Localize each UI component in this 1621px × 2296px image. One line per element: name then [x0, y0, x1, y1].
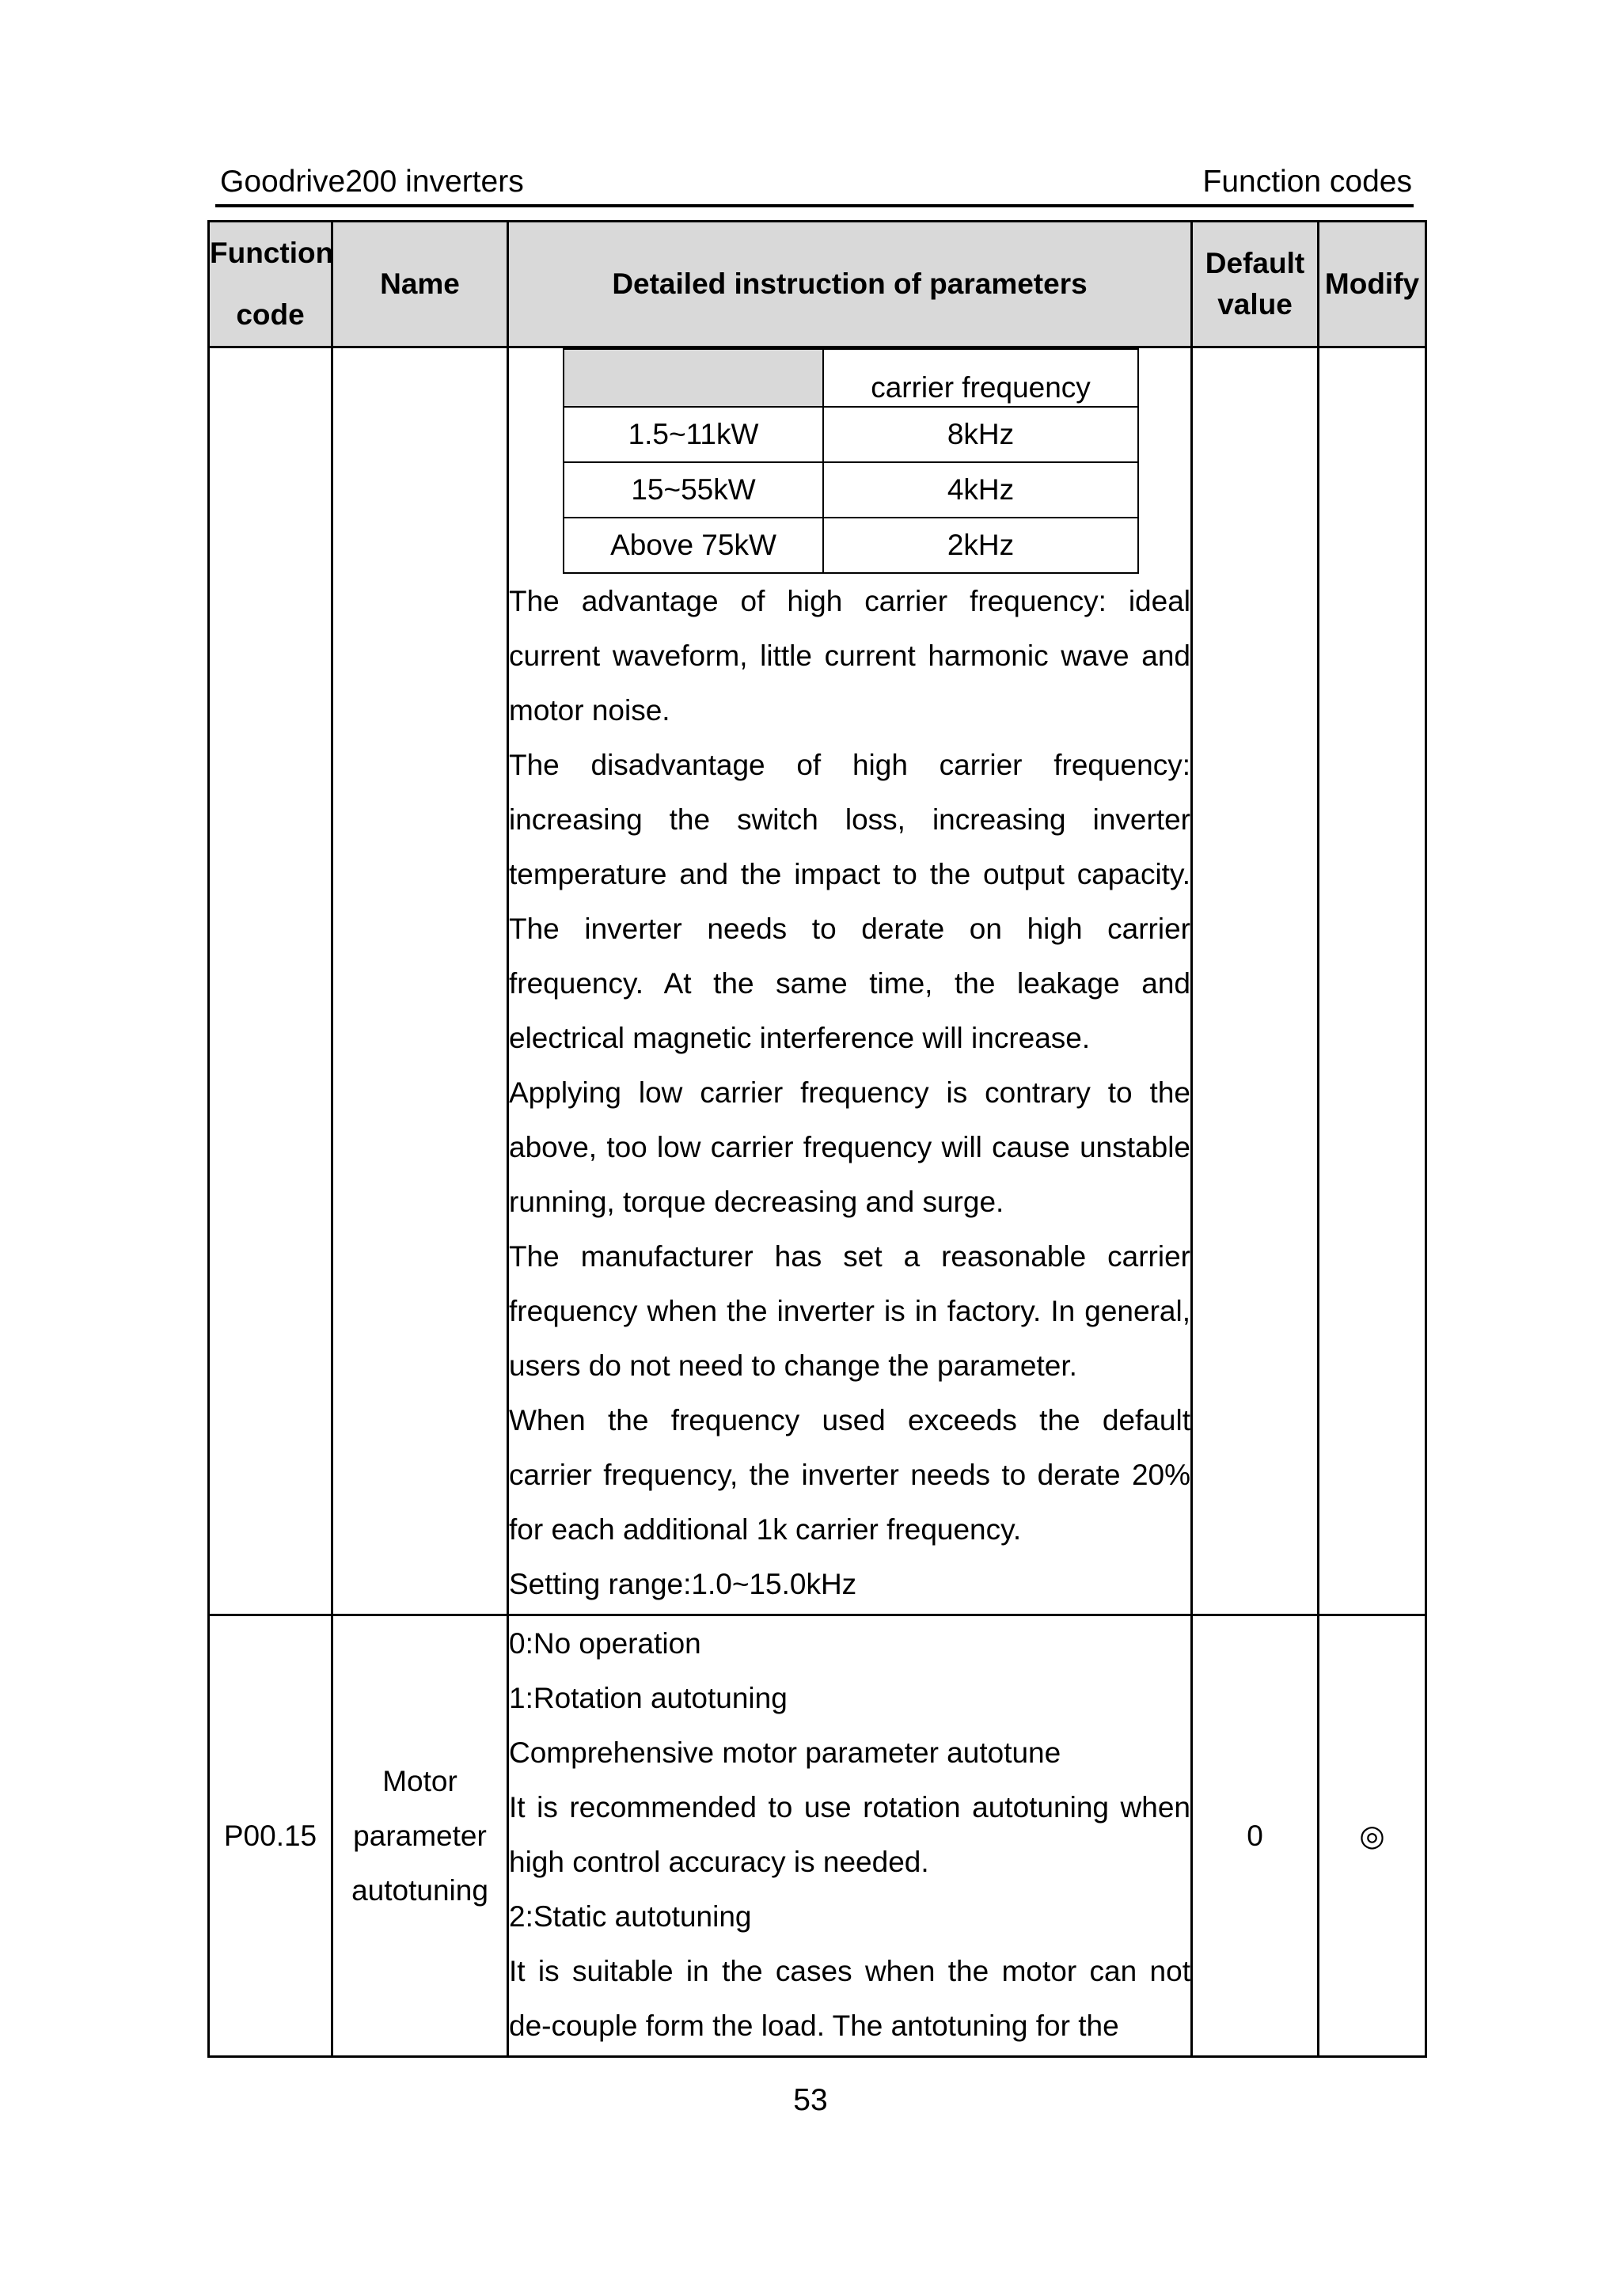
col-header-detail: Detailed instruction of parameters [508, 222, 1192, 347]
row1-modify-cell [1319, 347, 1426, 1615]
carrier-table-row [564, 407, 1138, 462]
description-paragraph: The manufacturer has set a reasonable carrier frequency when the inverter is in factory. In general, users do not need to change the parameter. [509, 1240, 1190, 1382]
table-row-p00-15 [209, 1615, 1426, 2057]
carrier-header-blank [564, 349, 823, 407]
description-paragraph: It is recommended to use rotation autotuning when high control accuracy is needed. [509, 1791, 1190, 1878]
default-value-cell: 0 [1192, 1615, 1319, 2057]
description-paragraph: When the frequency used exceeds the default carrier frequency, the inverter needs to derate 20% for each additional 1k carrier frequency. [509, 1404, 1190, 1546]
page-number: 53 [793, 2083, 828, 2117]
row1-code-cell [209, 347, 332, 1615]
carrier-table-row [564, 462, 1138, 518]
table-row-carrier [209, 347, 1426, 1615]
modify-symbol-cell: ◎ [1319, 1615, 1426, 2057]
carrier-header-label: carrier frequency [823, 349, 1138, 407]
row2-detail-cell [508, 1615, 1192, 2057]
page-header [215, 160, 1414, 203]
function-code-table [207, 220, 1427, 2058]
row1-detail-cell [508, 347, 1192, 1615]
carrier-frequency-cell: 2kHz [823, 518, 1138, 573]
header-section: Function codes [1202, 165, 1412, 199]
row1-name-cell [332, 347, 508, 1615]
description-paragraph: The disadvantage of high carrier frequency: increasing the switch loss, increasing inverter temperature and the impact to the output capacity. The inverter needs to derate on high carrier frequency. At the same time, the leakage and electrical magnetic interference will increase. [509, 749, 1190, 1054]
function-code-cell: P00.15 [209, 1615, 332, 2057]
row2-description [509, 1616, 1190, 2053]
col-header-default: Default value [1192, 222, 1319, 347]
carrier-table-header [564, 349, 1138, 407]
row1-description [509, 574, 1190, 1611]
description-paragraph: Setting range:1.0~15.0kHz [509, 1568, 857, 1600]
header-rule [215, 204, 1414, 207]
carrier-table-row [564, 518, 1138, 573]
description-paragraph: 0:No operation [509, 1627, 701, 1660]
row1-default-cell [1192, 347, 1319, 1615]
header-title: Goodrive200 inverters [220, 165, 524, 199]
table-header-row [209, 222, 1426, 347]
carrier-frequency-cell: 4kHz [823, 462, 1138, 518]
parameter-name-cell: Motor parameter autotuning [332, 1615, 508, 2057]
carrier-power-cell: 1.5~11kW [564, 407, 823, 462]
carrier-power-cell: 15~55kW [564, 462, 823, 518]
col-header-name: Name [332, 222, 508, 347]
description-paragraph: Applying low carrier frequency is contrary to the above, too low carrier frequency will cause unstable running, torque decreasing and surge. [509, 1076, 1190, 1218]
description-paragraph: It is suitable in the cases when the motor can not de-couple form the load. The antotuning for the [509, 1955, 1190, 2042]
carrier-frequency-table [563, 348, 1139, 574]
description-paragraph: 2:Static autotuning [509, 1900, 752, 1933]
carrier-power-cell: Above 75kW [564, 518, 823, 573]
description-paragraph: 1:Rotation autotuning [509, 1682, 788, 1714]
description-paragraph: The advantage of high carrier frequency: ideal current waveform, little current harmonic wave and motor noise. [509, 585, 1190, 727]
description-paragraph: Comprehensive motor parameter autotune [509, 1736, 1061, 1769]
carrier-frequency-cell: 8kHz [823, 407, 1138, 462]
col-header-modify: Modify [1319, 222, 1426, 347]
col-header-function-code: Function code [209, 222, 332, 347]
